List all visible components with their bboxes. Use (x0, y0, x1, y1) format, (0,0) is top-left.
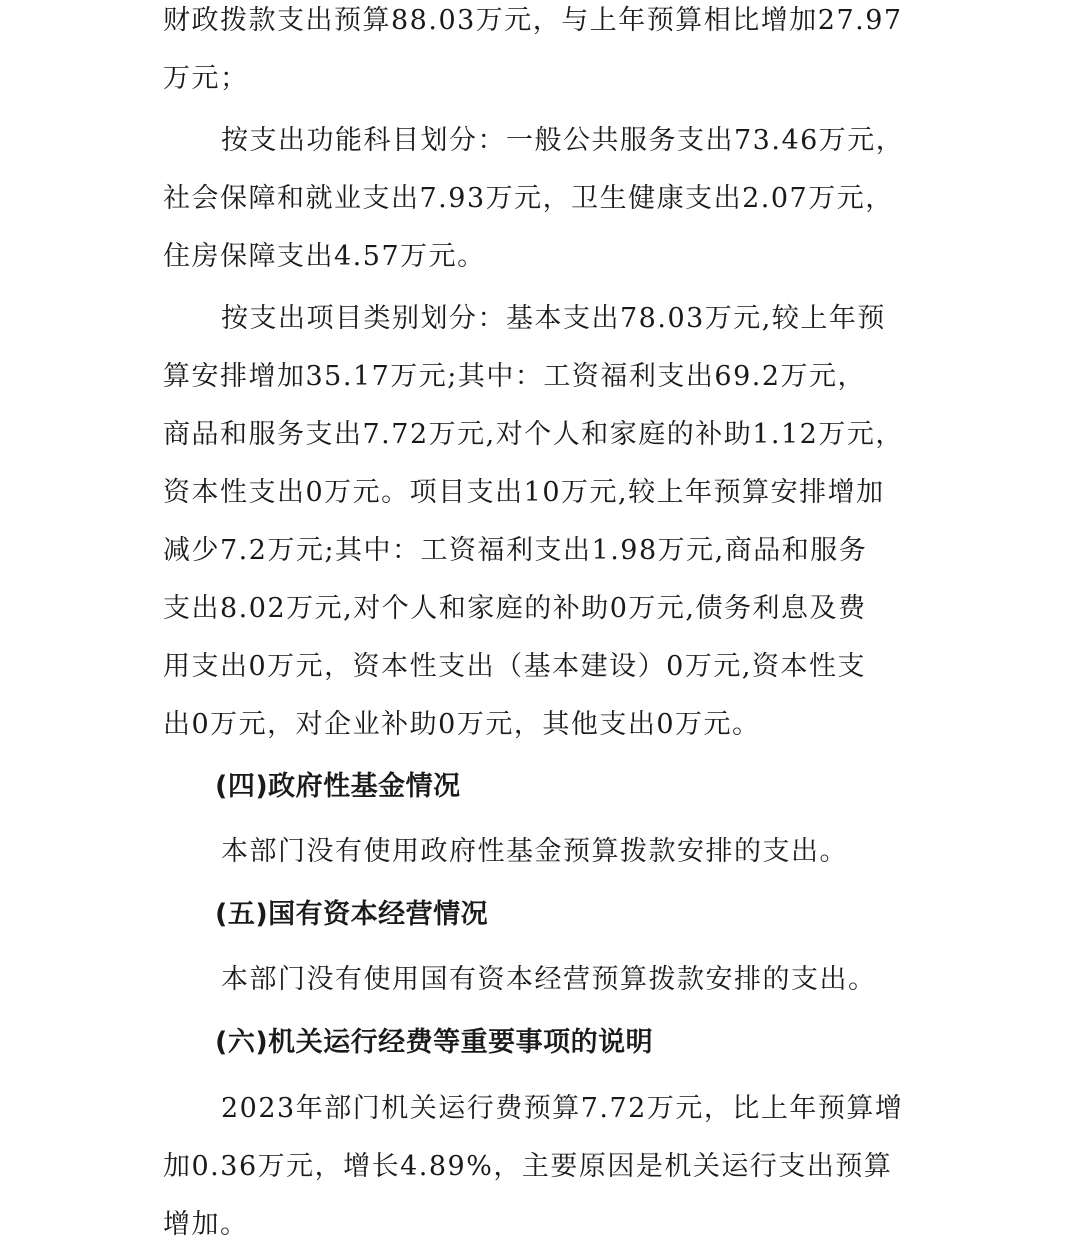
section-heading-state-capital: (五)国有资本经营情况 (215, 899, 489, 930)
text-line: 算安排增加35.17万元;其中：工资福利支出69.2万元， (163, 361, 867, 392)
text-line: 按支出项目类别划分：基本支出78.03万元,较上年预 (221, 303, 886, 334)
section-heading-operating-expenses: (六)机关运行经费等重要事项的说明 (215, 1027, 654, 1058)
text-line: 社会保障和就业支出7.93万元，卫生健康支出2.07万元， (163, 183, 894, 214)
text-line: 资本性支出0万元。项目支出10万元,较上年预算安排增加 (163, 477, 885, 508)
text-line: 2023年部门机关运行费预算7.72万元，比上年预算增 (221, 1093, 904, 1124)
text-line: 出0万元，对企业补助0万元，其他支出0万元。 (163, 709, 761, 740)
paragraph-operating-expenses (163, 1080, 923, 1254)
paragraph-government-fund (163, 823, 923, 881)
text-line: 按支出功能科目划分：一般公共服务支出73.46万元， (221, 125, 905, 156)
text-line: 支出8.02万元,对个人和家庭的补助0万元,债务利息及费 (163, 593, 867, 624)
text-line: 用支出0万元，资本性支出（基本建设）0万元,资本性支 (163, 651, 866, 682)
text-line: 商品和服务支出7.72万元,对个人和家庭的补助1.12万元， (163, 419, 904, 450)
text-line: 本部门没有使用国有资本经营预算拨款安排的支出。 (221, 964, 877, 995)
text-line: 减少7.2万元;其中：工资福利支出1.98万元,商品和服务 (163, 535, 868, 566)
text-line: 加0.36万元，增长4.89%，主要原因是机关运行支出预算 (163, 1151, 893, 1182)
paragraph-project-classification (163, 290, 923, 754)
text-line: 本部门没有使用政府性基金预算拨款安排的支出。 (221, 836, 848, 867)
section-heading-government-fund: (四)政府性基金情况 (215, 771, 461, 802)
paragraph-state-capital (163, 951, 923, 1009)
paragraph-functional-classification (163, 112, 923, 286)
text-line: 增加。 (163, 1209, 249, 1240)
text-line: 住房保障支出4.57万元。 (163, 241, 486, 272)
text-line: 财政拨款支出预算88.03万元，与上年预算相比增加27.97 (163, 5, 903, 36)
text-line: 万元； (163, 63, 249, 94)
paragraph-fiscal-appropriation (163, 0, 923, 108)
